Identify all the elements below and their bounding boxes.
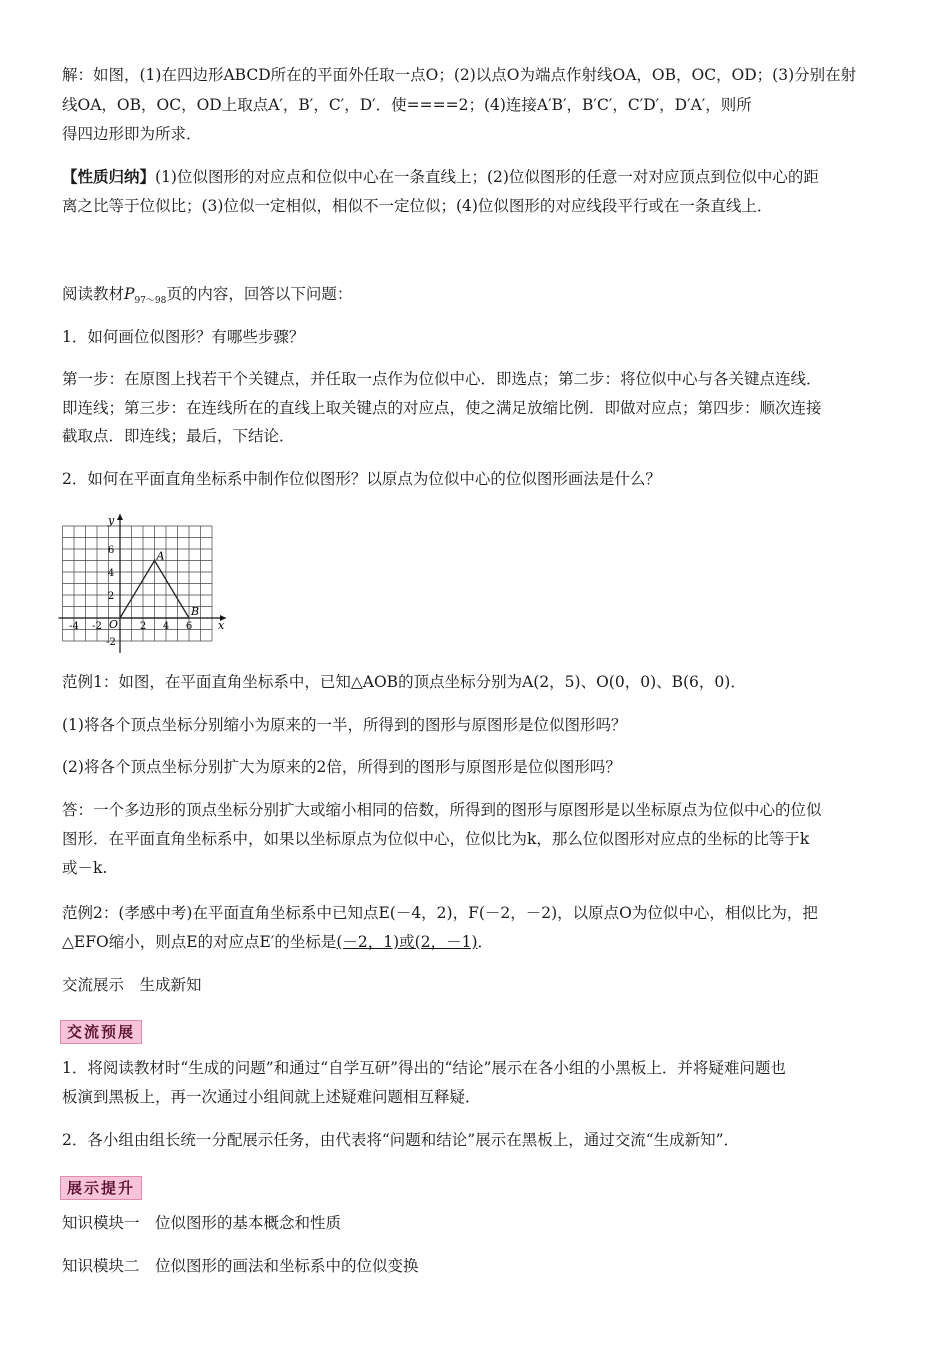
x-tick-label: 2 [139, 621, 147, 632]
question-1-line-2: 即连线；第三步：在连线所在的直线上取关键点的对应点，使之满足放缩比例．即做对应点；第四步：顺次连接 [62, 399, 822, 417]
origin-label: O [109, 618, 119, 631]
y-tick-label: 4 [107, 568, 115, 579]
reading-page-range: 97～98 [134, 296, 167, 307]
example-1-answer-2: 图形．在平面直角坐标系中，如果以坐标原点为位似中心，位似比为k，那么位似图形对应点的坐标的比等于k [62, 830, 810, 848]
property-line-2: 离之比等于位似比；(3)位似一定相似，相似不一定位似；(4)位似图形的对应线段平行或在一条直线上． [62, 197, 773, 215]
example-2-line-2 [62, 932, 894, 952]
x-tick-label: -2 [92, 621, 102, 632]
x-axis-label: x [218, 619, 225, 632]
solution-line-2: 线OA，OB，OC，OD上取点A′，B′，C′，D′．使====2；(4)连接A′B′，B′C′，C′D′，D′A′，则所 [62, 96, 752, 114]
tag-display-improve: 展示提升 [60, 1176, 142, 1200]
question-2-title: 2．如何在平面直角坐标系中制作位似图形？以原点为位似中心的位似图形画法是什么？ [62, 470, 661, 488]
point-a-label: A [156, 549, 165, 563]
solution-line-3: 得四边形即为所求． [62, 125, 202, 143]
knowledge-module-2: 知识模块二 位似图形的画法和坐标系中的位似变换 [62, 1257, 419, 1275]
question-1-title: 1．如何画位似图形？有哪些步骤？ [62, 328, 305, 346]
exchange-item-1-line-1: 1．将阅读教材时“生成的问题”和通过“自学互研”得出的“结论”展示在各小组的小黑板上．并将疑难问题也 [62, 1059, 786, 1077]
coordinate-graph [58, 505, 248, 663]
y-tick-label: 2 [107, 591, 115, 602]
example-1-answer-1: 答：一个多边形的顶点坐标分别扩大或缩小相同的倍数，所得到的图形与原图形是以坐标原点为位似中心的位似 [62, 801, 822, 819]
example-1-line: 范例1：如图，在平面直角坐标系中，已知△AOB的顶点坐标分别为A(2，5)、O(0，0)、B(6，0)． [62, 673, 746, 691]
y-axis-label: y [108, 514, 115, 527]
graph-grid [59, 514, 227, 653]
exchange-item-2: 2．各小组由组长统一分配展示任务，由代表将“问题和结论”展示在黑板上，通过交流“生成新知”． [62, 1131, 740, 1149]
reading-prefix: 阅读教材 [62, 285, 125, 303]
section-title: 交流展示 生成新知 [62, 976, 202, 994]
question-1-line-1: 第一步：在原图上找若干个关键点，并任取一点作为位似中心．即选点；第二步：将位似中心与各关键点连线． [62, 370, 822, 388]
y-tick-label: 6 [107, 545, 115, 556]
question-1-line-3: 截取点．即连线；最后，下结论． [62, 427, 295, 445]
point-b-label: B [191, 605, 200, 618]
example-2-answer: (－2，1)或(2，－1) [336, 933, 478, 951]
example-1-sub-1: (1)将各个顶点坐标分别缩小为原来的一半，所得到的图形与原图形是位似图形吗？ [62, 716, 627, 734]
x-tick-label: 4 [162, 621, 170, 632]
property-line-1 [62, 167, 894, 187]
example-2-line-1: 范例2：(孝感中考)在平面直角坐标系中已知点E(－4，2)，F(－2，－2)，以原点O为位似中心，相似比为，把 [62, 904, 818, 922]
knowledge-module-1: 知识模块一 位似图形的基本概念和性质 [62, 1214, 342, 1232]
x-tick-label: -4 [69, 621, 79, 632]
solution-line-1: 解：如图，(1)在四边形ABCD所在的平面外任取一点O；(2)以点O为端点作射线OA，OB，OC，OD；(3)分别在射 [62, 66, 857, 84]
example-1-answer-3: 或－k. [62, 859, 108, 877]
reading-page-letter: P [124, 285, 135, 303]
property-text-1: (1)位似图形的对应点和位似中心在一条直线上；(2)位似图形的任意一对对应顶点到位似中心的距 [155, 168, 819, 186]
exchange-item-1-line-2: 板演到黑板上，再一次通过小组间就上述疑难问题相互释疑． [62, 1088, 481, 1106]
reading-suffix: 页的内容，回答以下问题： [166, 285, 353, 303]
example-2-suffix: ． [477, 933, 494, 951]
example-2-prefix: △EFO缩小，则点E的对应点E′的坐标是 [62, 933, 337, 951]
y-axis-arrow [117, 514, 123, 520]
y-tick-label: -2 [106, 637, 116, 648]
example-1-sub-2: (2)将各个顶点坐标分别扩大为原来的2倍，所得到的图形与原图形是位似图形吗？ [62, 758, 621, 776]
reading-instruction [62, 284, 894, 311]
x-tick-label: 6 [185, 621, 193, 632]
property-label: 【性质归纳】 [62, 167, 156, 186]
tag-exchange-preview: 交流预展 [60, 1020, 142, 1044]
